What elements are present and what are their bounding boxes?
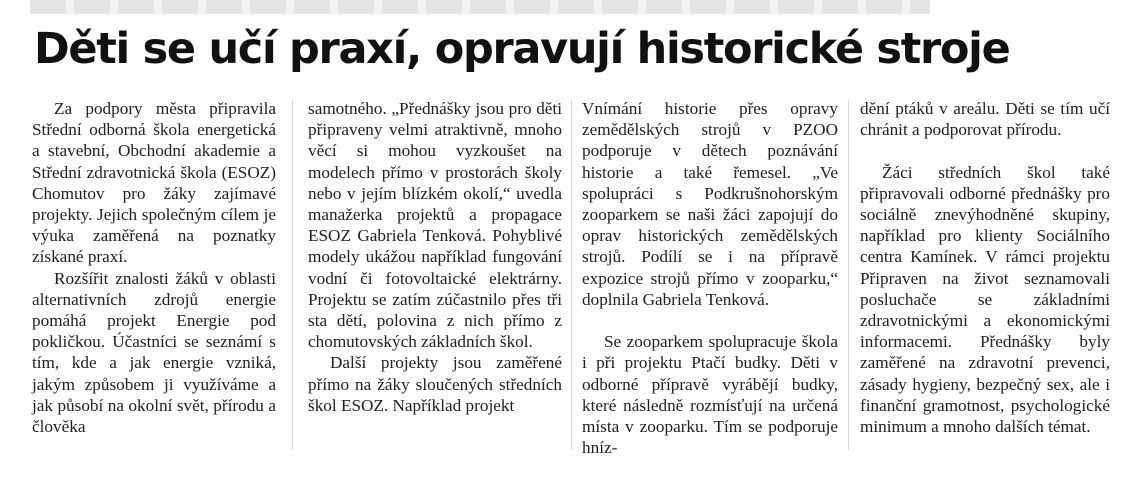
paragraph-spacer bbox=[860, 140, 1110, 161]
previous-article-strip bbox=[30, 0, 930, 14]
paragraph: Další projekty jsou zaměřené přímo na žáky sloučených středních škol ESOZ. Například projekt bbox=[308, 353, 562, 415]
article-column-3 bbox=[582, 98, 838, 458]
column-divider bbox=[571, 100, 572, 450]
paragraph: Vnímání historie přes opravy zemědělských strojů v PZOO podporuje v dětech poznávání historie a také řemesel. „Ve spolupráci s Podkrušnohorským zooparkem se naši žáci zapojují do oprav historických zemědělských strojů. Podílí se i na přípravě expozice strojů přímo v zooparku,“ doplnila Gabriela Tenková. bbox=[582, 99, 838, 309]
article-column-2 bbox=[308, 98, 562, 416]
article-column-1 bbox=[32, 98, 276, 437]
paragraph: Se zooparkem spolupracuje škola i při projektu Ptačí budky. Děti v odborné přípravě vyrábějí budky, které následně rozmísťují na určená místa v zooparku. Tím se podporuje hníz- bbox=[582, 332, 838, 458]
paragraph: Za podpory města připravila Střední odborná škola energetická a stavební, Obchodní akademie a Střední zdravotnická škola (ESOZ) Chomutov pro žáky zajímavé projekty. Jejich společným cílem je výuka zaměřená na poznatky získané praxí. bbox=[32, 99, 276, 267]
paragraph: dění ptáků v areálu. Děti se tím učí chránit a podporovat přírodu. bbox=[860, 99, 1110, 140]
paragraph: Rozšířit znalosti žáků v oblasti alternativních zdrojů energie pomáhá projekt Energie pod pokličkou. Účastníci se seznámí s tím, kde a jak energie vzniká, jakým způsobem ji využíváme a jak působí na okolní svět, přírodu a člověka bbox=[32, 268, 276, 437]
article-headline: Děti se učí praxí, opravují historické stroje bbox=[34, 24, 1010, 74]
article-column-4 bbox=[860, 98, 1110, 437]
paragraph-spacer bbox=[582, 310, 838, 331]
column-divider bbox=[292, 100, 293, 450]
paragraph: Žáci středních škol také připravovali odborné přednášky pro sociálně znevýhodněné skupiny, například pro klienty Sociálního centra Kamínek. V rámci projektu Připraven na život seznamovali posluchače se základními zdravotnickými a ekonomickými informacemi. Přednášky byly zaměřené na zdravotní prevenci, zásady hygieny, bezpečný sex, ale i finanční gramotnost, psychologické minimum a mnoho dalších témat. bbox=[860, 162, 1110, 437]
paragraph: samotného. „Přednášky jsou pro děti připraveny velmi atraktivně, mnoho věcí si mohou vyzkoušet na modelech přímo v prostorách školy nebo v jejím blízkém okolí,“ uvedla manažerka projektů a propagace ESOZ Gabriela Tenková. Pohyblivé modely ukážou například fungování vodní či fotovoltaické elektrárny. Projektu se zatím zúčastnilo přes tři sta dětí, polovina z nich přímo z chomutovských základních škol. bbox=[308, 99, 562, 352]
column-divider bbox=[848, 100, 849, 450]
